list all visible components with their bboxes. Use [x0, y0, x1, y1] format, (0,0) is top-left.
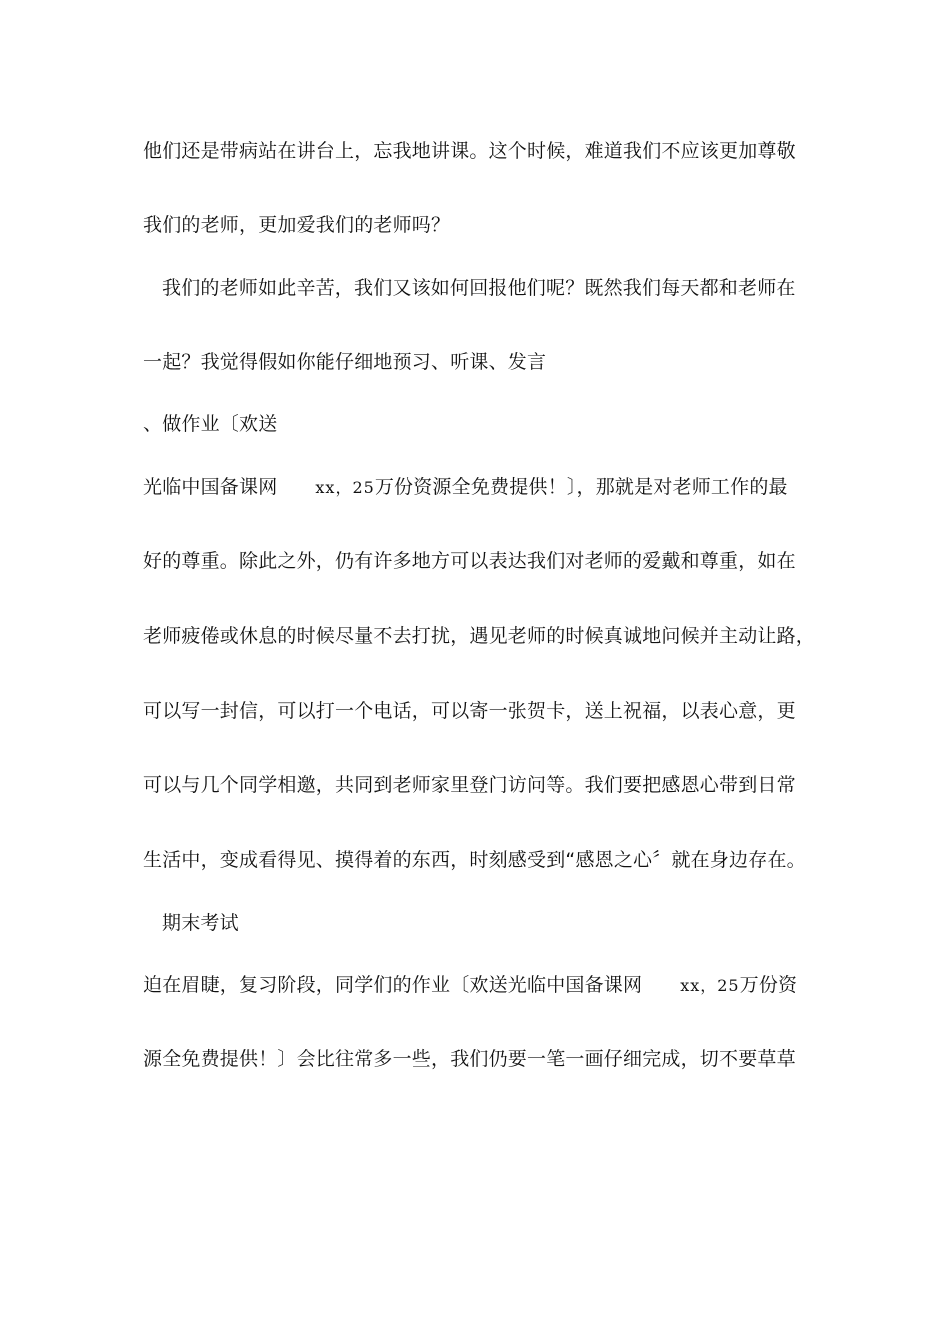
text-segment: 光临中国备课网	[143, 476, 278, 498]
paragraph-line: 我们的老师如此辛苦，我们又该如何回报他们呢？既然我们每天都和老师在	[162, 277, 796, 299]
text-segment: 万份资源全免费提供！〕，那就是对老师工作的最	[374, 476, 788, 498]
paragraph-line: 期末考试	[162, 912, 239, 934]
text-segment: 迫在眉睫，复习阶段，同学们的作业〔欢送光临中国备课网	[143, 974, 643, 996]
paragraph-line: 、做作业〔欢送	[143, 413, 278, 435]
text-segment: xx，25	[315, 478, 375, 497]
paragraph-line	[143, 972, 797, 999]
paragraph-line: 我们的老师，更加爱我们的老师吗？	[143, 214, 451, 236]
paragraph-line	[143, 474, 788, 501]
paragraph-line: 好的尊重。除此之外，仍有许多地方可以表达我们对老师的爱戴和尊重，如在	[143, 550, 796, 572]
paragraph-line: 可以写一封信，可以打一个电话，可以寄一张贺卡，送上祝福，以表心意，更	[143, 700, 796, 722]
paragraph-line: 源全免费提供！〕会比往常多一些，我们仍要一笔一画仔细完成，切不要草草	[143, 1048, 796, 1070]
paragraph-line: 可以与几个同学相邀，共同到老师家里登门访问等。我们要把感恩心带到日常	[143, 774, 796, 796]
paragraph-line: 他们还是带病站在讲台上，忘我地讲课。这个时候，难道我们不应该更加尊敬	[143, 140, 796, 162]
paragraph-line: 生活中，变成看得见、摸得着的东西，时刻感受到“感恩之心〞就在身边存在。	[143, 849, 806, 871]
paragraph-line: 一起？我觉得假如你能仔细地预习、听课、发言	[143, 351, 547, 373]
text-segment: 万份资	[739, 974, 798, 996]
paragraph-line: 老师疲倦或休息的时候尽量不去打扰，遇见老师的时候真诚地问候并主动让路，	[143, 625, 816, 647]
text-segment: xx，25	[680, 976, 740, 995]
